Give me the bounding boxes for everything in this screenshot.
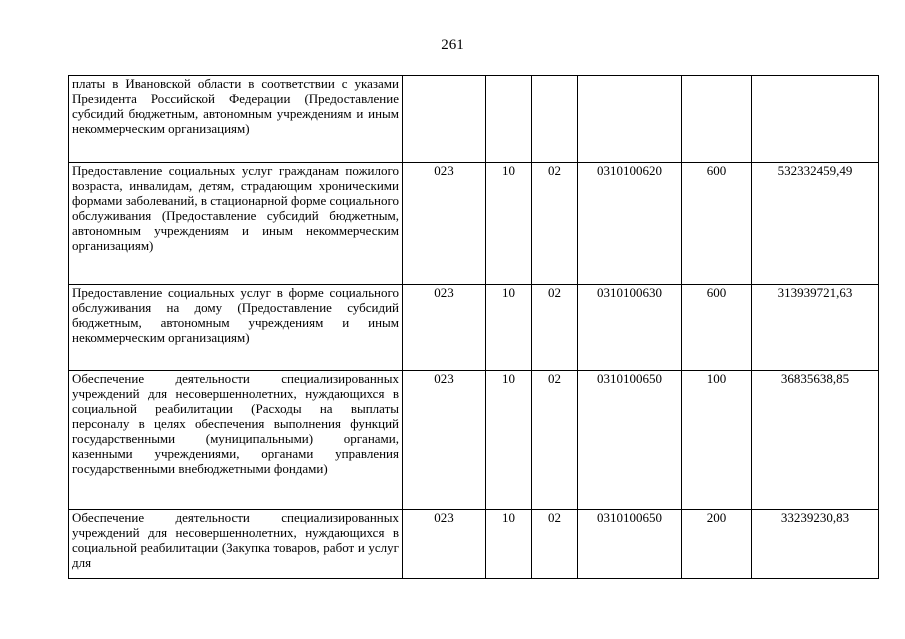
table-row (69, 371, 879, 510)
expense-type-code: 600 (682, 163, 752, 285)
table-row (69, 163, 879, 285)
ministry-code: 023 (403, 163, 486, 285)
target-article-code (578, 76, 682, 163)
row-description: платы в Ивановской области в соответствии с указами Президента Российской Федерации (Предоставление субсидий бюджетным, автономным учреждениям и иным некоммерческим организациям) (69, 76, 403, 163)
target-article-code: 0310100630 (578, 285, 682, 371)
ministry-code (403, 76, 486, 163)
target-article-code: 0310100650 (578, 371, 682, 510)
ministry-code: 023 (403, 371, 486, 510)
ministry-code: 023 (403, 510, 486, 579)
section-code: 10 (486, 510, 532, 579)
row-description: Предоставление социальных услуг гражданам пожилого возраста, инвалидам, детям, страдающим хроническими формами заболеваний, в стационарной форме социального обслуживания (Предоставление субсидий бюджетным, автономным учреждениям и иным некоммерческим организациям) (69, 163, 403, 285)
expense-type-code (682, 76, 752, 163)
expense-type-code: 200 (682, 510, 752, 579)
row-description: Обеспечение деятельности специализированных учреждений для несовершеннолетних, нуждающихся в социальной реабилитации (Закупка товаров, работ и услуг для (69, 510, 403, 579)
amount-value: 33239230,83 (752, 510, 879, 579)
subsection-code: 02 (532, 510, 578, 579)
amount-value: 36835638,85 (752, 371, 879, 510)
target-article-code: 0310100650 (578, 510, 682, 579)
row-description: Предоставление социальных услуг в форме социального обслуживания на дому (Предоставление субсидий бюджетным, автономным учреждениям и иным некоммерческим организациям) (69, 285, 403, 371)
subsection-code (532, 76, 578, 163)
section-code: 10 (486, 371, 532, 510)
subsection-code: 02 (532, 371, 578, 510)
table-row (69, 285, 879, 371)
page-number: 261 (441, 37, 464, 53)
expense-type-code: 100 (682, 371, 752, 510)
expense-type-code: 600 (682, 285, 752, 371)
table-row (69, 76, 879, 163)
section-code: 10 (486, 285, 532, 371)
section-code: 10 (486, 163, 532, 285)
table-row (69, 510, 879, 579)
budget-table (68, 75, 879, 579)
subsection-code: 02 (532, 285, 578, 371)
subsection-code: 02 (532, 163, 578, 285)
row-description: Обеспечение деятельности специализированных учреждений для несовершеннолетних, нуждающихся в социальной реабилитации (Расходы на выплаты персоналу в целях обеспечения выполнения функций государственными (муниципальными) органами, казенными учреждениями, органами управления государственными внебюджетными фондами) (69, 371, 403, 510)
section-code (486, 76, 532, 163)
amount-value: 313939721,63 (752, 285, 879, 371)
amount-value: 532332459,49 (752, 163, 879, 285)
ministry-code: 023 (403, 285, 486, 371)
target-article-code: 0310100620 (578, 163, 682, 285)
amount-value (752, 76, 879, 163)
